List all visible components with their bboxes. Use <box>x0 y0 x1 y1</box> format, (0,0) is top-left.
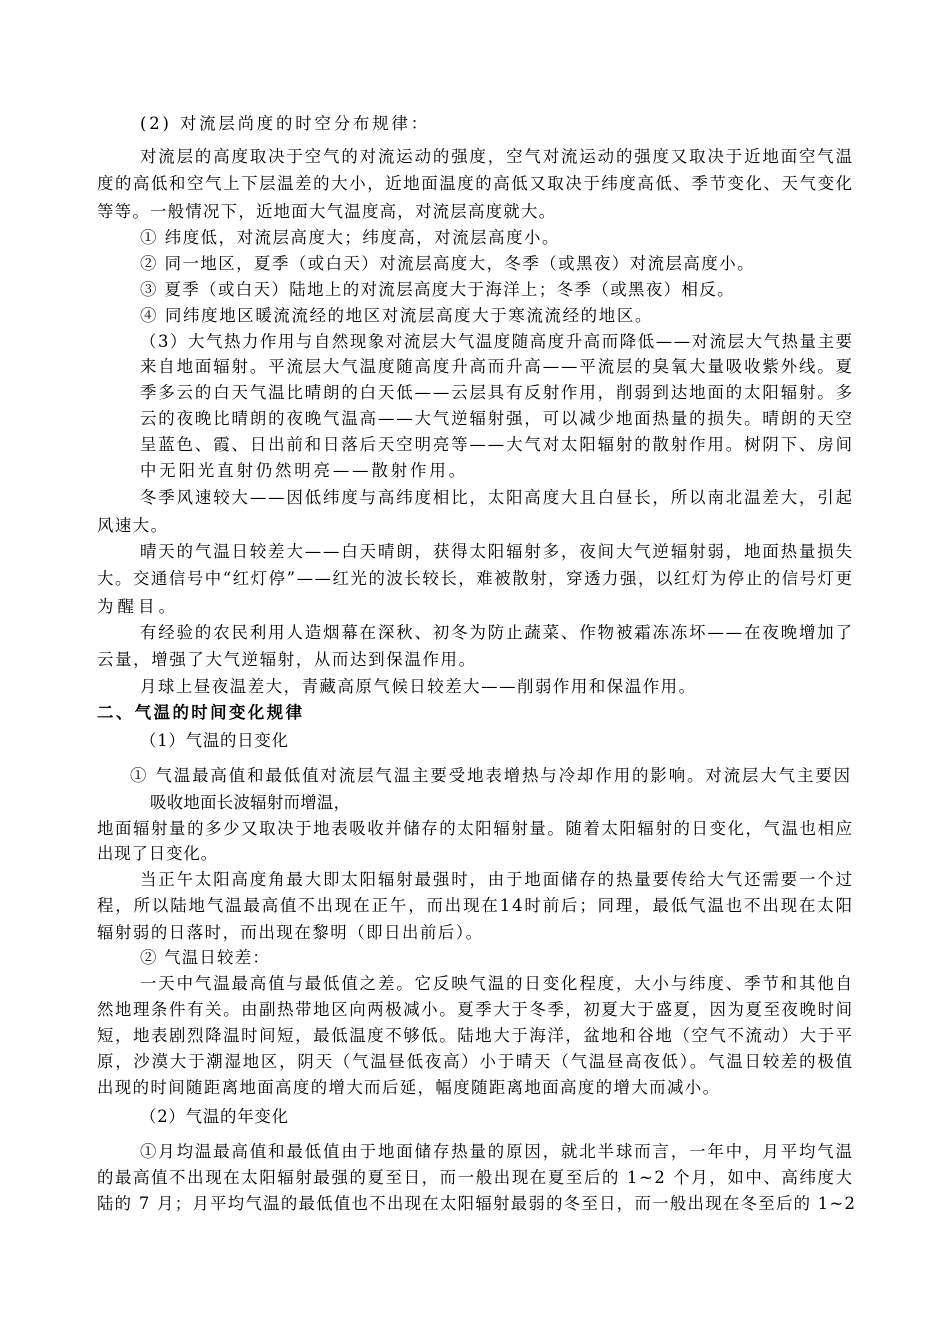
paragraph-line: 程，所以陆地气温最高值不出现在正午，而出现在14时前后；同理，最低气温也不出现在太阳 <box>97 896 854 915</box>
paragraph-line: 有经验的农民利用人造烟幕在深秋、初冬为防止蔬菜、作物被霜冻冻坏——在夜晚增加了 <box>140 623 854 642</box>
paragraph-line: 度的高低和空气上下层温差的大小，近地面温度的高低又取决于纬度高低、季节变化、天气变化 <box>97 174 854 193</box>
paragraph-line: 中无阳光直射仍然明亮——散射作用。 <box>140 461 468 480</box>
paragraph-line: 为醒目。 <box>97 597 180 616</box>
paragraph-line: 呈蓝色、霞、日出前和日落后天空明亮等——大气对太阳辐射的散射作用。树阴下、房间 <box>140 435 854 454</box>
paragraph-line: 地面辐射量的多少又取决于地表吸收并储存的太阳辐射量。随着太阳辐射的日变化，气温也相应 <box>97 819 854 838</box>
paragraph-line: 来自地面辐射。平流层大气温度随高度升高而升高——平流层的臭氧大量吸收紫外线。夏 <box>140 357 854 376</box>
paragraph-line: 吸收地面长波辐射而增温， <box>150 793 351 812</box>
subsection-heading-annual-variation: （2）气温的年变化 <box>140 1107 289 1126</box>
paragraph-line: 等等。一般情况下，近地面大气温度高，对流层高度就大。 <box>97 202 557 221</box>
section-heading-troposphere-height: (2) 对流层尚度的时空分布规律： <box>140 114 430 133</box>
subsection-heading-daily-variation: （1）气温的日变化 <box>140 731 289 750</box>
list-item-2: ② 气温日较差： <box>140 948 270 967</box>
section-heading-temperature-time-variation: 二、气温的时间变化规律 <box>97 703 305 722</box>
list-item-1: ① 气温最高值和最低值对流层气温主要受地表增热与冷却作用的影响。对流层大气主要因 <box>130 766 853 785</box>
paragraph-line: 一天中气温最高值与最低值之差。它反映气温的日变化程度，大小与纬度、季节和其他自 <box>140 974 854 993</box>
paragraph-line: 云量，增强了大气逆辐射，从而达到保温作用。 <box>97 650 477 669</box>
paragraph-line: 大。交通信号中“红灯停”——红光的波长较长，难被散射，穿透力强，以红灯为停止的信号灯更 <box>97 569 854 588</box>
paragraph-line: 陆的 7 月；月平均气温的最低值也不出现在太阳辐射最弱的冬至日，而一般出现在冬至后的 1~2 <box>97 1194 857 1213</box>
paragraph-line: 风速大。 <box>97 516 169 535</box>
paragraph-line: 月球上昼夜温差大，青藏高原气候日较差大——削弱作用和保温作用。 <box>140 677 697 696</box>
paragraph-line: ①月均温最高值和最低值由于地面储存热量的原因，就北半球而言，一年中，月平均气温 <box>140 1142 854 1161</box>
paragraph-line: 对流层的高度取决于空气的对流运动的强度，空气对流运动的强度又取决于近地面空气温 <box>140 147 854 166</box>
paragraph-line: 然地理条件有关。由副热带地区向两极减小。夏季大于冬季，初夏大于盛夏，因为夏至夜晚时间 <box>97 1000 854 1019</box>
list-item-2: ② 同一地区，夏季（或白天）对流层高度大，冬季（或黑夜）对流层高度小。 <box>140 254 755 273</box>
paragraph-line: 冬季风速较大——因低纬度与高纬度相比，太阳高度大且白昼长，所以南北温差大，引起 <box>140 488 854 507</box>
paragraph-line: （3）大气热力作用与自然现象对流层大气温度随高度升高而降低——对流层大气热量主要 <box>140 332 854 351</box>
paragraph-line: 原，沙漠大于潮湿地区，阴天（气温昼低夜高）小于晴天（气温昼高夜低）。气温日较差的极值 <box>97 1052 854 1071</box>
paragraph-line: 季多云的白天气温比晴朗的白天低——云层具有反射作用，削弱到达地面的太阳辐射。多 <box>140 383 854 402</box>
list-item-4: ④ 同纬度地区暖流流经的地区对流层高度大于寒流流经的地区。 <box>140 306 653 325</box>
paragraph-line: 当正午太阳高度角最大即太阳辐射最强时，由于地面储存的热量要传给大气还需要一个过 <box>140 870 854 889</box>
paragraph-line: 出现了日变化。 <box>97 844 218 863</box>
list-item-1: ① 纬度低，对流层高度大；纬度高，对流层高度小。 <box>140 228 560 247</box>
paragraph-line: 出现的时间随距离地面高度的增大而后延，幅度随距离地面高度的增大而减小。 <box>97 1078 721 1097</box>
list-item-3: ③ 夏季（或白天）陆地上的对流层高度大于海洋上；冬季（或黑夜）相反。 <box>140 280 735 299</box>
paragraph-line: 的最高值不出现在太阳辐射最强的夏至日，而一般出现在夏至后的 1~2 个月，如中、高纬度大 <box>97 1168 854 1187</box>
paragraph-line: 短，地表剧烈降温时间短，最低温度不够低。陆地大于海洋，盆地和谷地（空气不流动）大于平 <box>97 1026 854 1045</box>
paragraph-line: 晴天的气温日较差大——白天晴朗，获得太阳辐射多，夜间大气逆辐射弱，地面热量损失 <box>140 542 854 561</box>
paragraph-line: 云的夜晚比晴朗的夜晚气温高——大气逆辐射强，可以减少地面热量的损失。晴朗的天空 <box>140 409 854 428</box>
paragraph-line: 辐射弱的日落时，而出现在黎明（即日出前后）。 <box>97 923 484 942</box>
